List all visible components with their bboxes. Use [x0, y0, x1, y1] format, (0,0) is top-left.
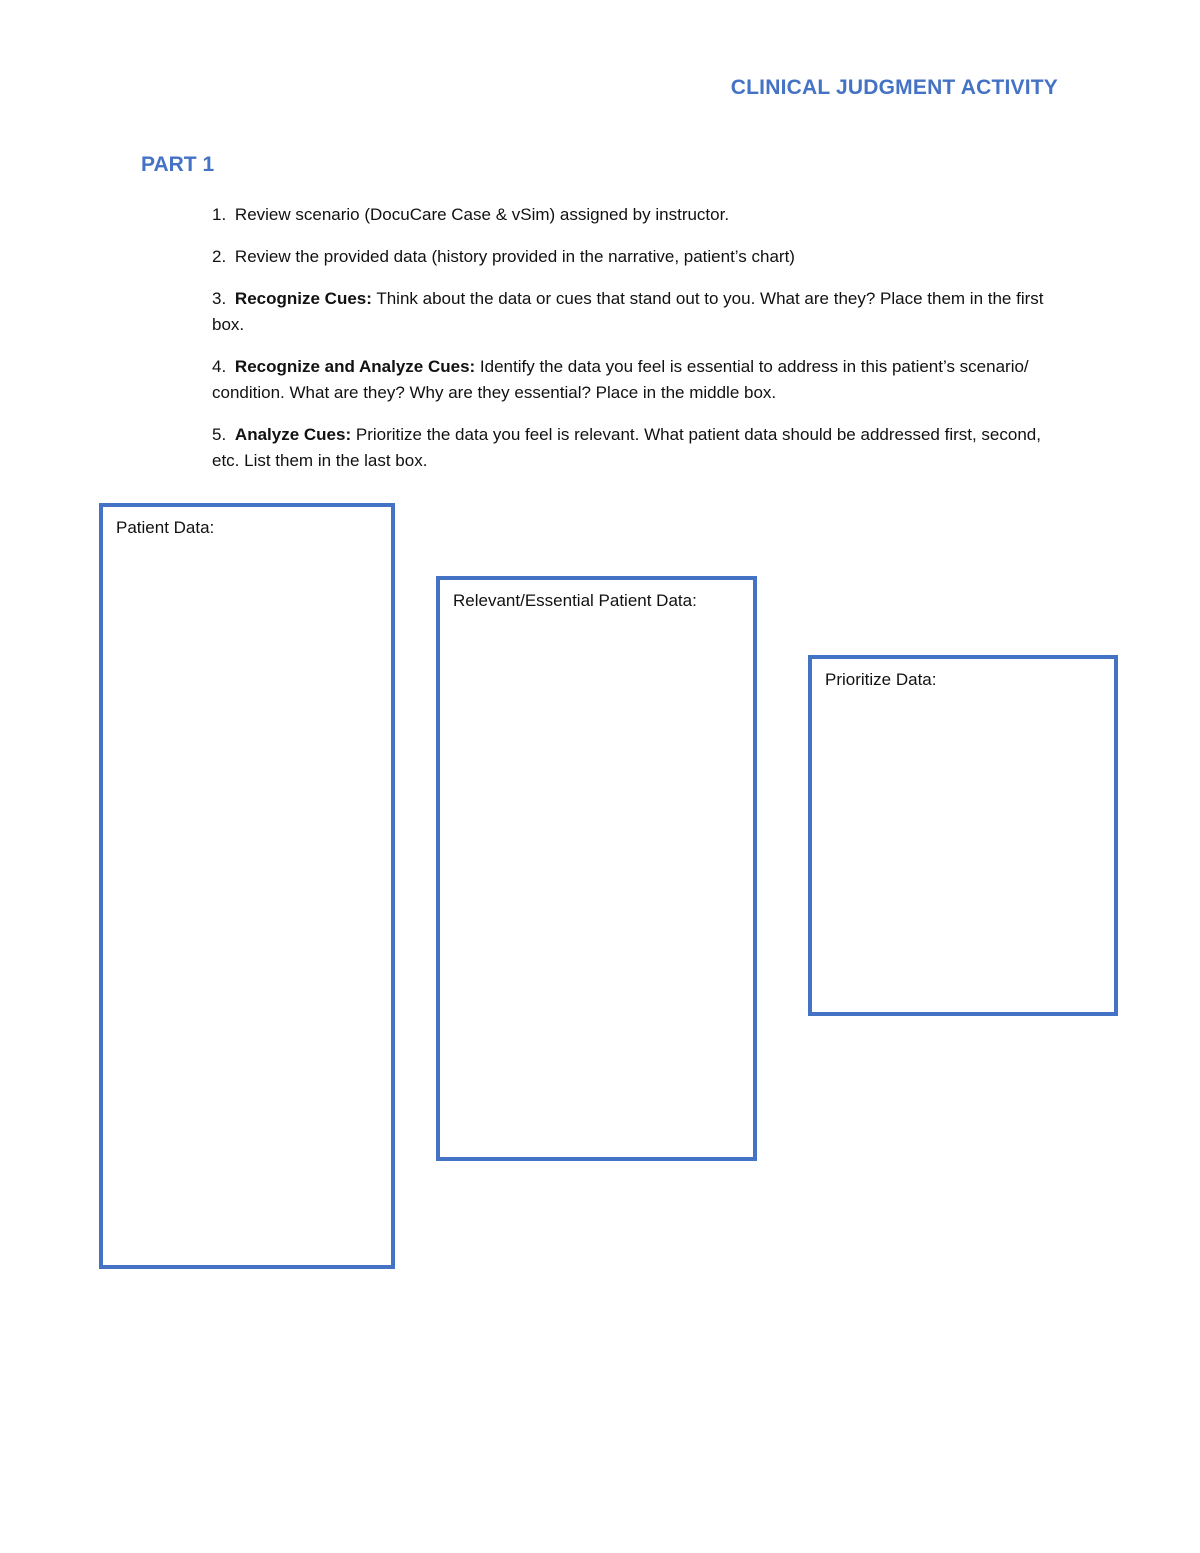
instruction-text: Identify the data you feel is essential to address in this patient’s scenario/ condition. What are they? Why are they essential? Place in the middle box. — [212, 357, 1029, 402]
instruction-number: 1. — [212, 205, 227, 224]
instruction-text: Review the provided data (history provided in the narrative, patient’s chart) — [234, 247, 795, 266]
patient-data-label: Patient Data: — [116, 518, 215, 537]
instruction-number: 4. — [212, 357, 227, 376]
part-heading: PART 1 — [141, 153, 215, 176]
patient-data-box[interactable] — [99, 503, 395, 1269]
instruction-item — [212, 202, 1072, 228]
document-title: CLINICAL JUDGMENT ACTIVITY — [730, 76, 1058, 99]
prioritize-data-box[interactable] — [808, 655, 1118, 1016]
instructions-list — [212, 202, 1072, 490]
instruction-text: Think about the data or cues that stand out to you. What are they? Place them in the first box. — [212, 289, 1044, 334]
instruction-item — [212, 422, 1072, 474]
instruction-text: Review scenario (DocuCare Case & vSim) assigned by instructor. — [234, 205, 730, 224]
instruction-item — [212, 286, 1072, 338]
instruction-item — [212, 244, 1072, 270]
instruction-text: Prioritize the data you feel is relevant. What patient data should be addressed first, second, etc. List them in the last box. — [212, 425, 1041, 470]
instruction-number: 5. — [212, 425, 227, 444]
instruction-item — [212, 354, 1072, 406]
instruction-keyword: Analyze Cues: — [234, 425, 352, 444]
instruction-keyword: Recognize and Analyze Cues: — [234, 357, 476, 376]
relevant-data-label: Relevant/Essential Patient Data: — [453, 591, 697, 610]
instruction-number: 3. — [212, 289, 227, 308]
relevant-data-box[interactable] — [436, 576, 757, 1161]
instruction-number: 2. — [212, 247, 227, 266]
instruction-keyword: Recognize Cues: — [234, 289, 372, 308]
prioritize-data-label: Prioritize Data: — [825, 670, 937, 689]
